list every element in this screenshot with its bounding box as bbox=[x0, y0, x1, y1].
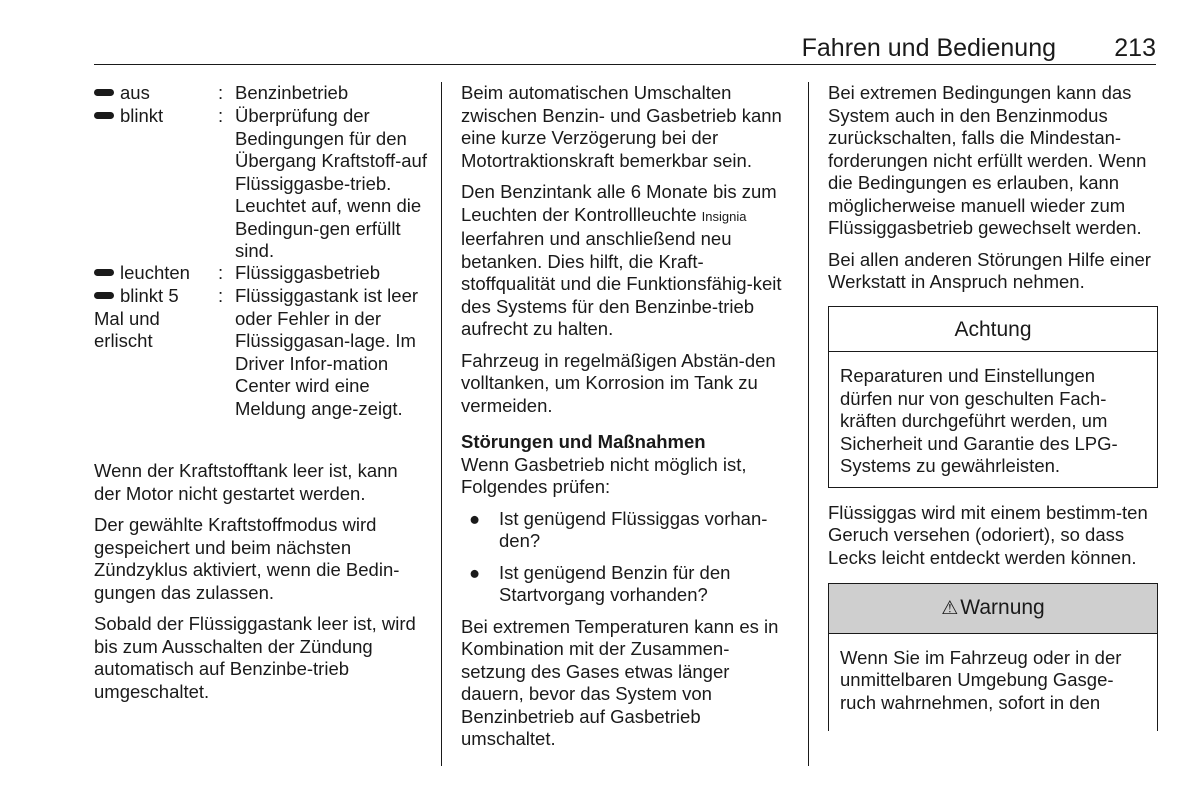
paragraph: Wenn Gasbetrieb nicht möglich ist, Folgendes prüfen: bbox=[461, 453, 747, 497]
caution-text: Reparaturen und Einstellungen dürfen nur von geschulten Fach-kräften durchgeführt werden, um Sicherheit und Garantie des LPG-Systems zu gewährleisten. bbox=[840, 365, 1118, 476]
column-middle bbox=[461, 82, 791, 760]
lamp-state: blinkt bbox=[120, 105, 164, 126]
column-right bbox=[828, 82, 1158, 731]
column-left bbox=[94, 82, 426, 712]
lamp-description: Flüssiggasbetrieb bbox=[235, 262, 380, 283]
bullet-icon: ● bbox=[469, 507, 481, 529]
section-heading: Störungen und Maßnahmen bbox=[461, 431, 706, 452]
lpg-lamp-icon bbox=[94, 112, 114, 119]
bullet-icon: ● bbox=[469, 561, 481, 583]
paragraph: Wenn der Kraftstofftank leer ist, kann der Motor nicht gestartet werden. bbox=[94, 460, 398, 504]
colon: : bbox=[218, 82, 224, 103]
lamp-description: Überprüfung der Bedingungen für den Übergang Kraftstoff-auf Flüssiggasbe-trieb. Leuchtet auf, wenn die Bedingun-gen erfüllt sind. bbox=[235, 105, 427, 261]
warning-triangle-icon: ⚠ bbox=[941, 598, 959, 619]
paragraph: Den Benzintank alle 6 Monate bis zum Leuchten der Kontrollleuchte Insignia leerfahren und anschließend neu betanken. Dies hilft, die Kraft-stoffqualität und die Funktionsfähig-keit des Systems für den Benzinbe-trieb aufrecht zu halten. bbox=[461, 181, 782, 339]
colon: : bbox=[218, 262, 224, 283]
paragraph: Flüssiggas wird mit einem bestimm-ten Geruch versehen (odoriert), so dass Lecks leicht entdeckt werden können. bbox=[828, 501, 1148, 568]
caution-title: Achtung bbox=[829, 307, 1157, 353]
caution-box bbox=[828, 306, 1158, 488]
list-item: ● Ist genügend Flüssiggas vorhan-den? bbox=[469, 507, 768, 551]
lamp-state-continued: Mal und erlischt bbox=[94, 307, 160, 351]
warning-text: Wenn Sie im Fahrzeug oder in der unmittelbaren Umgebung Gasge-ruch wahrnehmen, sofort in den bbox=[840, 646, 1122, 713]
paragraph: Der gewählte Kraftstoffmodus wird gespeichert und beim nächsten Zündzyklus aktiviert, wenn die Bedin-gungen das zulassen. bbox=[94, 514, 400, 603]
check-list bbox=[461, 508, 791, 607]
paragraph: Bei extremen Bedingungen kann das System auch in den Benzinmodus zurückschalten, falls die Mindestan-forderungen nicht erfüllt werden. Wenn die Bedingungen es erlauben, kann möglicherweise manuell wieder zum Flüssiggasbetrieb gewechselt werden. bbox=[828, 82, 1147, 238]
warning-header bbox=[829, 584, 1157, 634]
paragraph: Fahrzeug in regelmäßigen Abstän-den volltanken, um Korrosion im Tank zu vermeiden. bbox=[461, 349, 776, 416]
paragraph: Sobald der Flüssiggastank leer ist, wird bis zum Ausschalten der Zündung automatisch auf Benzinbe-trieb umgeschaltet. bbox=[94, 613, 416, 702]
lamp-state: leuchten bbox=[120, 262, 190, 283]
warning-box bbox=[828, 583, 1158, 731]
header-rule bbox=[94, 64, 1156, 65]
page-number: 213 bbox=[1114, 34, 1156, 62]
lpg-lamp-icon bbox=[94, 269, 114, 276]
paragraph: Beim automatischen Umschalten zwischen Benzin- und Gasbetrieb kann eine kurze Verzögerung bei der Motortraktionskraft bemerkbar sein. bbox=[461, 82, 782, 171]
colon: : bbox=[218, 105, 224, 126]
lamp-status-table bbox=[94, 82, 426, 446]
lamp-description: Flüssiggastank ist leer oder Fehler in der Flüssiggasan-lage. Im Driver Infor-mation Center wird eine Meldung ange-zeigt. bbox=[235, 285, 419, 419]
column-divider bbox=[441, 82, 442, 766]
lpg-lamp-icon bbox=[94, 292, 114, 299]
lamp-state: aus bbox=[120, 82, 150, 103]
lpg-lamp-icon bbox=[94, 89, 114, 96]
colon: : bbox=[218, 285, 224, 306]
list-item: ● Ist genügend Benzin für den Startvorgang vorhanden? bbox=[469, 561, 731, 605]
lamp-state: blinkt 5 bbox=[120, 285, 179, 306]
paragraph: Bei extremen Temperaturen kann es in Kombination mit der Zusammen-setzung des Gases etwas länger dauern, bevor das System von Benzinbetrieb auf Gasbetrieb umschaltet. bbox=[461, 615, 779, 749]
column-divider bbox=[808, 82, 809, 766]
page-header-title: Fahren und Bedienung bbox=[801, 34, 1056, 62]
lamp-description: Benzinbetrieb bbox=[235, 82, 349, 103]
insignia-lamp-label: Insignia bbox=[701, 208, 747, 224]
warning-title: Warnung bbox=[960, 596, 1045, 619]
paragraph: Bei allen anderen Störungen Hilfe einer Werkstatt in Anspruch nehmen. bbox=[828, 248, 1151, 292]
